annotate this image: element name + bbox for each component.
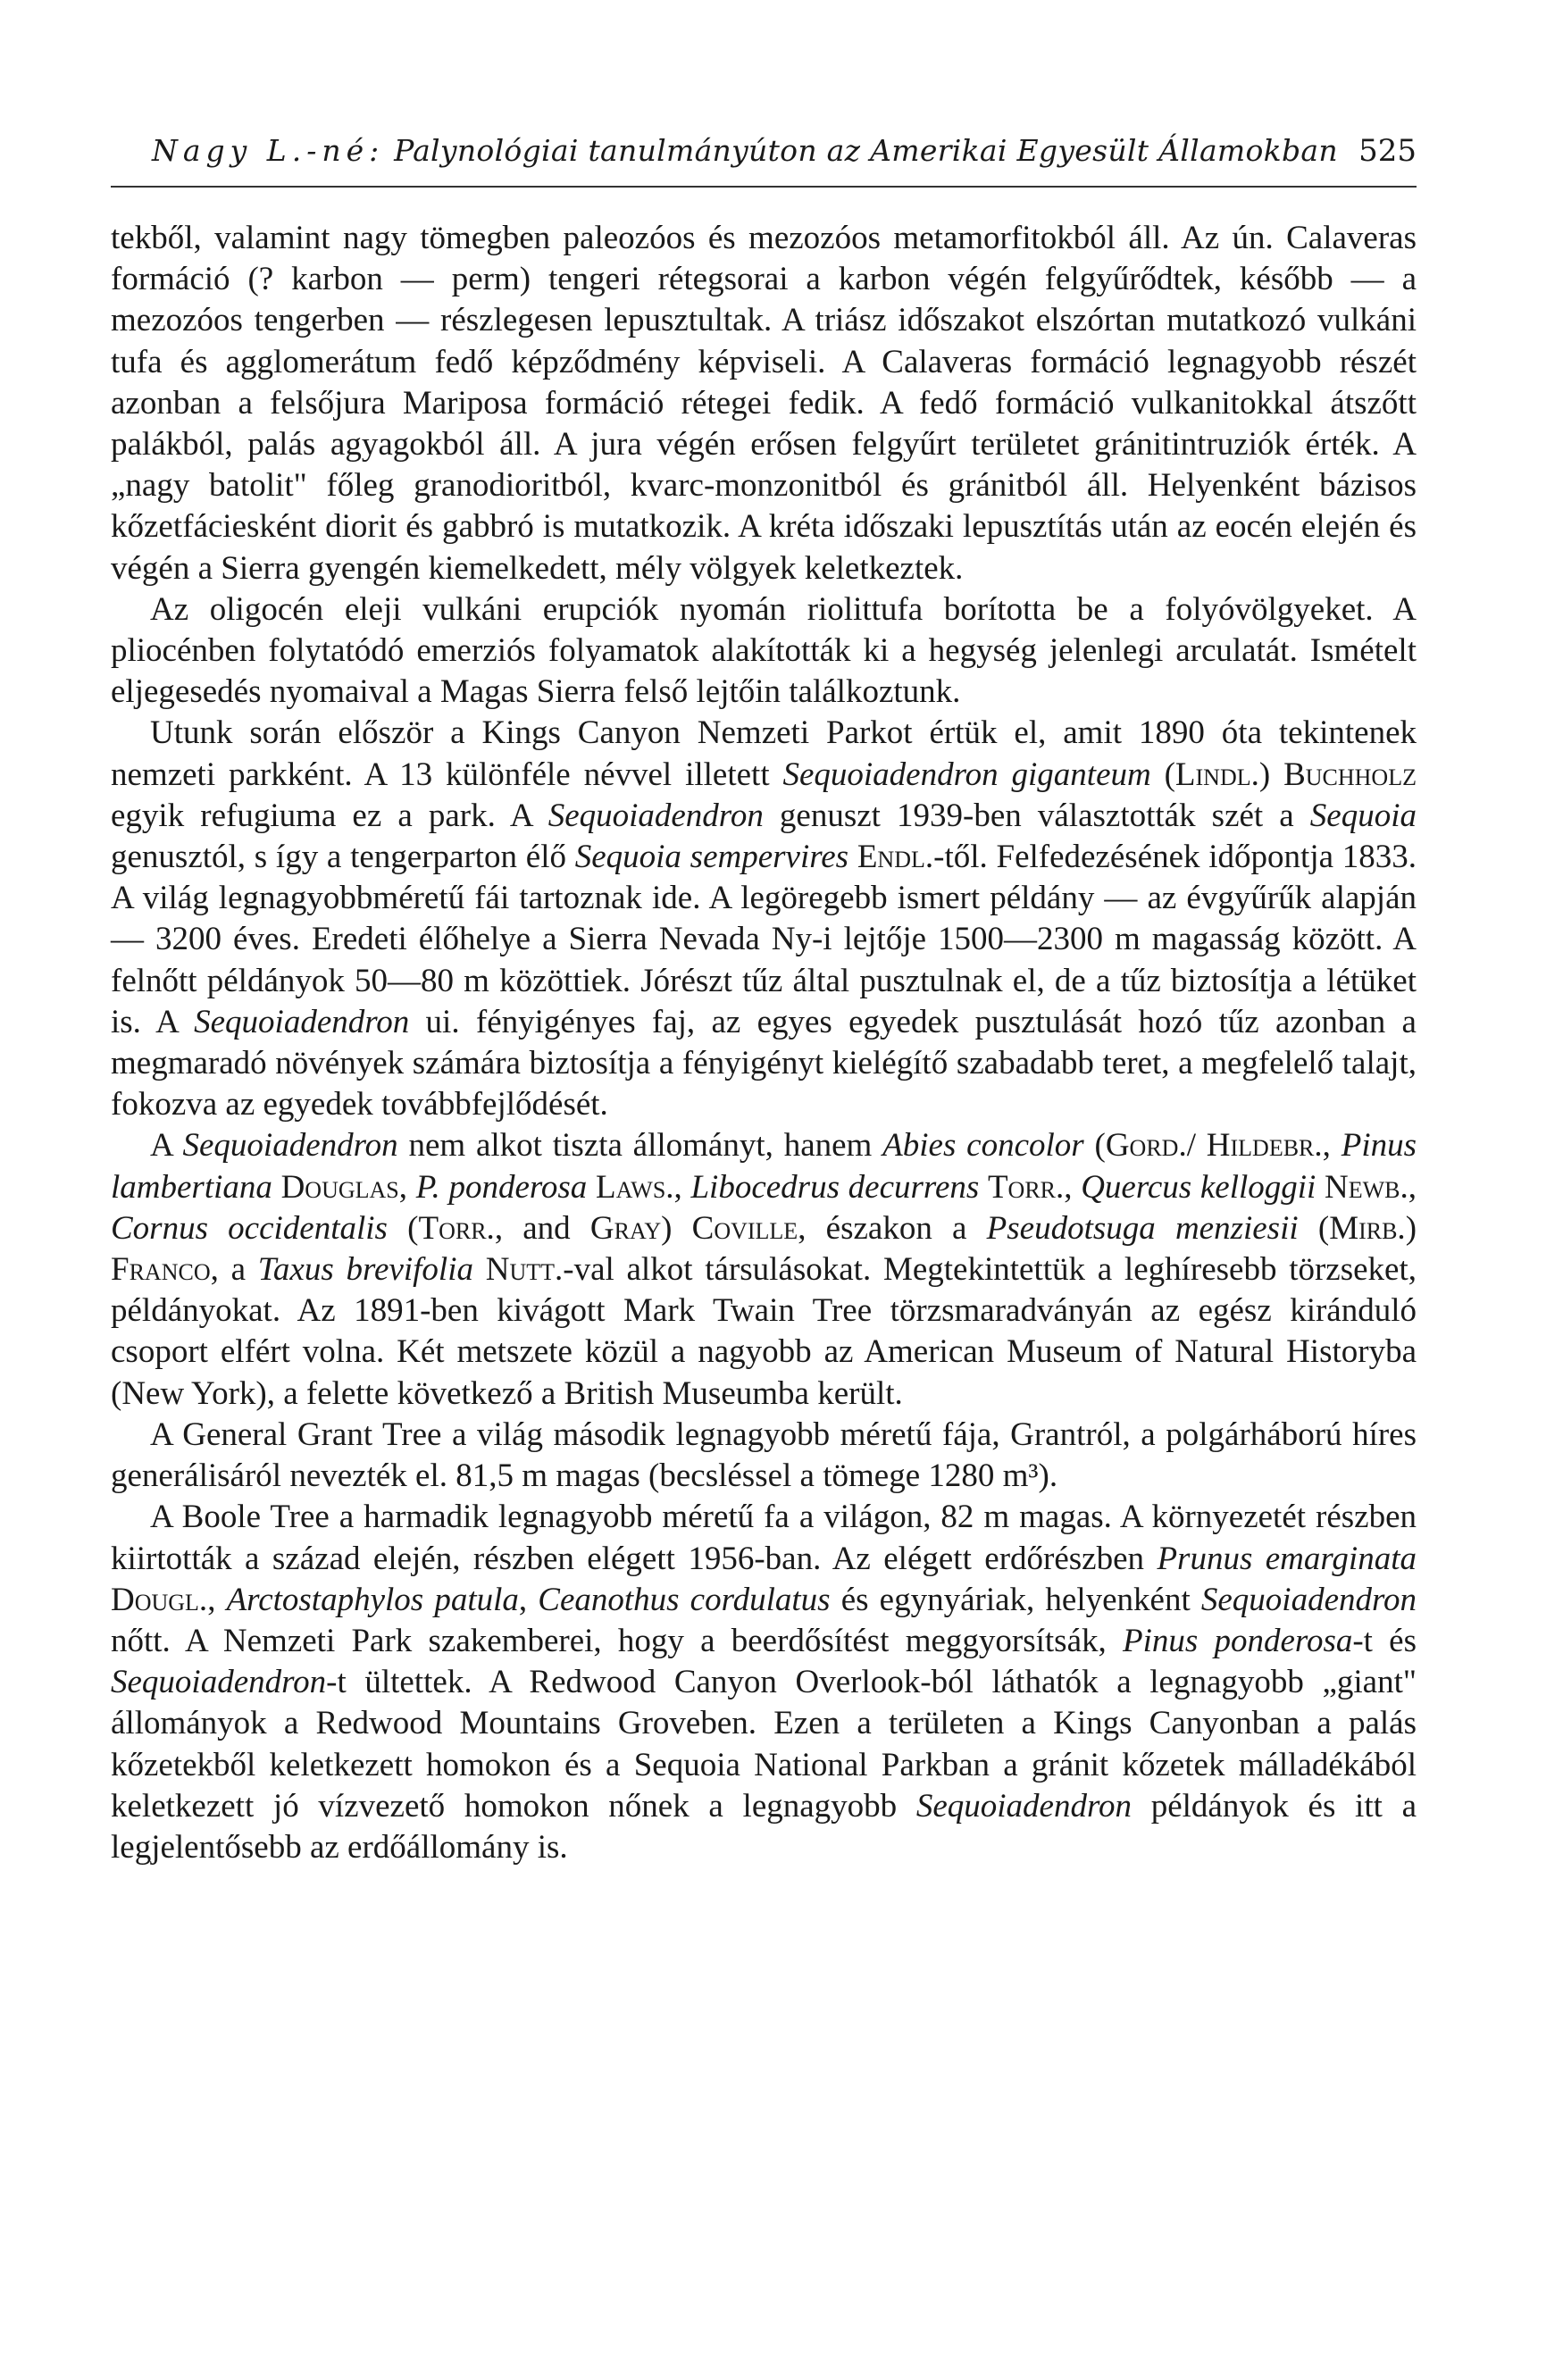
text-run: -t ültettek. A Redwood Canyon Overlook-ból láthatók a legnagyobb „giant" állományok a Redwood Mountains Groveben. Ezen a területen a Kings Canyonban a palás kőzetekből keletkezett homokon és a Sequoia National Parkban a gránit kőzetek málladékából keletkezett jó vízvezető homokon nőnek a legnagyobb (111, 1664, 1417, 1825)
text-run: , and (494, 1209, 590, 1247)
text-run: , (518, 1581, 539, 1618)
taxon-name: Sequoiadendron (915, 1787, 1133, 1825)
body-text (111, 218, 1417, 1868)
taxon-name: Sequoiadendron (1200, 1581, 1417, 1618)
text-run: nőtt. A Nemzeti Park szakemberei, hogy a beerdősítést meggyorsítsák, (111, 1622, 1123, 1659)
text-run: genuszt 1939-ben választották szét a (763, 797, 1310, 834)
author-abbreviation: Torr. (987, 1168, 1065, 1206)
running-title (152, 125, 1338, 177)
text-run: -től. Felfedezésének időpontja 1833. A világ legnagyobbméretű fái tartoznak ide. A legöregebb ismert példány — az évgyűrűk alapján — 3200 éves. Eredeti élőhelye a Sierra Nevada Ny-i lejtője 1500—2300 m magasság között. A felnőtt példányok 50—80 m közöttiek. Jórészt tűz által pusztulnak el, de a tűz biztosítja a létüket is. A (111, 839, 1417, 1040)
taxon-name: Libocedrus decurrens (690, 1168, 980, 1206)
header-author: Nagy L.-né: (152, 133, 385, 168)
author-abbreviation: Douglas (280, 1168, 399, 1206)
text-run: Utunk során először a Kings Canyon Nemzeti Parkot értük el, amit 1890 óta tekintenek nemzeti parkként. A 13 különféle névvel illetett (111, 714, 1417, 793)
text-run: Az oligocén eleji vulkáni erupciók nyomán riolittufa borította be a folyóvölgyeket. A pliocénben folytatódó emerziós folyamatok alakították ki a hegység jelenlegi arculatát. Ismételt eljegesedés nyomaival a Magas Sierra felső lejtőin találkoztunk. (111, 590, 1417, 711)
text-run: ui. fényigényes faj, az egyes egyedek pusztulását hozó tűz azonban a megmaradó növények számára biztosítja a fényigényt kielégítő szabadabb teret, a megfelelő talajt, fokozva az egyedek továbbfejlődését. (111, 1003, 1417, 1123)
author-abbreviation: Mirb. (1329, 1209, 1406, 1247)
text-run (979, 1169, 988, 1206)
text-run: A (150, 1127, 183, 1165)
text-run (272, 1169, 281, 1206)
paragraph (111, 1125, 1417, 1414)
taxon-name: Pseudotsuga menziesii (986, 1209, 1299, 1247)
text-run: egyik refugiuma ez a park. A (111, 797, 548, 834)
text-run: A General Grant Tree a világ második legnagyobb méretű fája, Grantról, a polgárháború híres generálisáról nevezték el. 81,5 m magas (becsléssel a tömege 1280 m³). (111, 1415, 1417, 1495)
taxon-name: Abies concolor (882, 1127, 1084, 1165)
author-abbreviation: Nutt. (485, 1251, 564, 1289)
taxon-name: Taxus brevifolia (257, 1251, 473, 1289)
paragraph (111, 1497, 1417, 1868)
text-run: , (1322, 1127, 1342, 1165)
text-run: , (1064, 1168, 1082, 1206)
author-abbreviation: Gray (589, 1209, 662, 1247)
taxon-name: Quercus kelloggii (1081, 1168, 1316, 1206)
page-number: 525 (1358, 133, 1417, 169)
paragraph (111, 218, 1417, 589)
author-abbreviation: Lindl. (1174, 756, 1259, 793)
author-abbreviation: Gord. (1105, 1127, 1187, 1165)
text-run (473, 1251, 486, 1288)
taxon-name: P. ponderosa (415, 1168, 588, 1206)
paragraph (111, 589, 1417, 714)
author-abbreviation: Dougl. (111, 1581, 208, 1618)
author-abbreviation: Buchholz (1283, 756, 1417, 793)
text-run: , (398, 1168, 416, 1206)
author-abbreviation: Franco (111, 1251, 211, 1289)
taxon-name: Prunus emarginata (1157, 1540, 1417, 1577)
header-title: Palynológiai tanulmányúton az Amerikai Egyesült Államokban (394, 133, 1338, 168)
taxon-name: Pinus lambertiana (111, 1127, 1417, 1206)
author-abbreviation: Newb. (1325, 1168, 1408, 1206)
text-run: , (207, 1581, 227, 1618)
text-run: -val alkot társulásokat. Megtekintettük a leghíresebb törzseket, példányokat. Az 1891-ben kivágott Mark Twain Tree törzsmaradványán az egész kiránduló csoport elfért volna. Két metszete közül a nagyobb az American Museum of Natural Historyba (New York), a felette következő a British Museumba került. (111, 1251, 1417, 1412)
header-rule (111, 186, 1417, 188)
author-abbreviation: Torr. (418, 1209, 495, 1247)
text-run: , a (210, 1251, 258, 1289)
text-run: genusztól, s így a tengerparton élő (111, 839, 575, 876)
taxon-name: Sequoia (1309, 797, 1417, 834)
taxon-name: Sequoiadendron (111, 1664, 327, 1701)
paragraph (111, 1415, 1417, 1497)
paragraph (111, 713, 1417, 1125)
text-run: / (1186, 1127, 1207, 1165)
taxon-name: Sequoia sempervires (574, 839, 849, 876)
text-run: tekből, valamint nagy tömegben paleozóos és mezozóos metamorfitokból áll. Az ún. Calaveras formáció (? karbon — perm) tengeri rétegsorai a karbon végén felgyűrődtek, később — a mezozóos tengerben — részlegesen lepusztultak. A triász időszakot elszórtan mutatkozó vulkáni tufa és agglomerátum fedő képződmény képviseli. A Calaveras formáció legnagyobb részét azonban a felsőjura Mariposa formáció rétegei fedik. A fedő formáció vulkanitokkal átszőtt palákból, palás agyagokból áll. A jura végén erősen felgyűrt területet gránitintruziók érték. A „nagy batolit" főleg granodioritból, kvarc-monzonitból és gránitból áll. Helyenként bázisos kőzetfáciesként diorit és gabbró is mutatkozik. A kréta időszaki lepusztítás után az eocén elején és végén a Sierra gyengén kiemelkedett, mély völgyek keletkeztek. (111, 220, 1417, 587)
text-run: ) (1405, 1209, 1417, 1247)
taxon-name: Sequoiadendron (194, 1003, 410, 1040)
taxon-name: Ceanothus cordulatus (538, 1581, 831, 1618)
taxon-name: Sequoiadendron (547, 797, 764, 834)
author-abbreviation: Hildebr. (1206, 1127, 1323, 1165)
taxon-name: Arctostaphylos patula (226, 1581, 519, 1618)
text-run: ( (387, 1209, 419, 1247)
taxon-name: Cornus occidentalis (111, 1209, 388, 1247)
running-header (111, 125, 1417, 177)
text-run (848, 839, 857, 875)
taxon-name: Pinus ponderosa (1122, 1622, 1353, 1659)
text-run: ) (661, 1209, 692, 1247)
text-run (1316, 1169, 1325, 1206)
text-run: és egynyáriak, helyenként (830, 1581, 1201, 1618)
text-run: nem alkot tiszta állományt, hanem (397, 1127, 883, 1165)
text-run: ( (1083, 1127, 1106, 1165)
text-run: -t és (1352, 1622, 1417, 1659)
text-run: , északon a (798, 1209, 987, 1247)
text-run: példányok és itt a legjelentősebb az erdőállomány is. (111, 1787, 1417, 1866)
text-run: A Boole Tree a harmadik legnagyobb méretű fa a világon, 82 m magas. A környezetét részben kiirtották a század elején, részben elégett 1956-ban. Az elégett erdőrészben (111, 1499, 1417, 1577)
text-run: , (673, 1168, 691, 1206)
text-run: ( (1298, 1209, 1330, 1247)
text-run: , (1408, 1168, 1417, 1206)
taxon-name: Sequoiadendron (182, 1127, 398, 1165)
author-abbreviation: Coville (691, 1209, 798, 1247)
text-run (587, 1169, 596, 1206)
author-abbreviation: Laws. (596, 1168, 674, 1206)
author-abbreviation: Endl. (857, 839, 934, 876)
text-run: ( (1150, 756, 1175, 793)
text-run: ) (1258, 756, 1284, 793)
taxon-name: Sequoiadendron giganteum (782, 756, 1151, 793)
